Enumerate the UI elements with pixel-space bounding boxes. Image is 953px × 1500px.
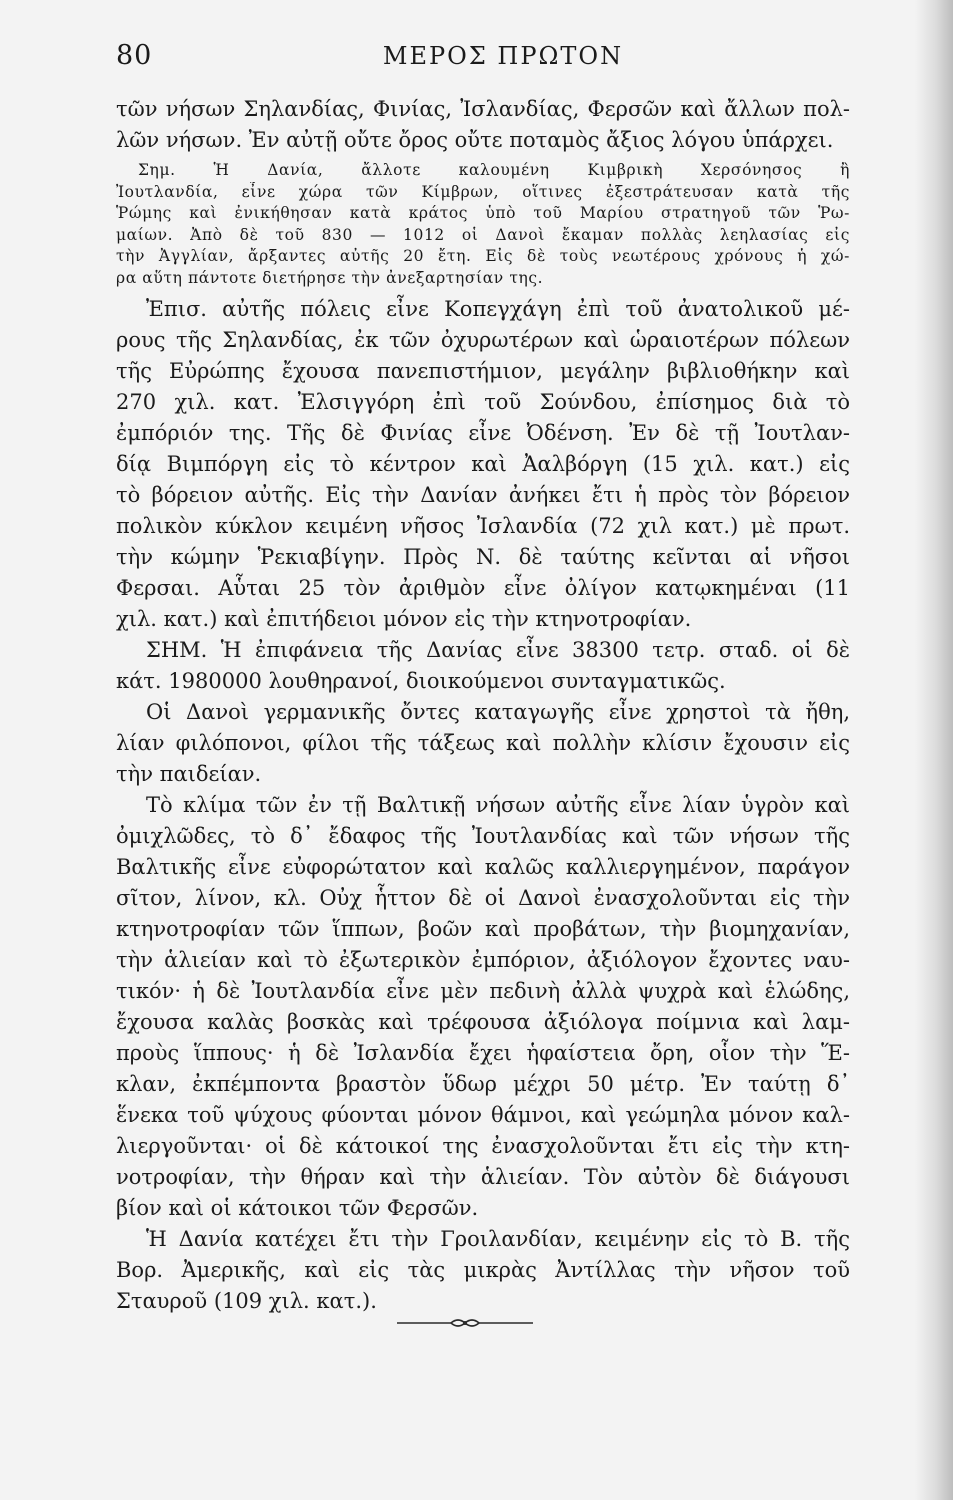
note-line: μαίων. Ἀπὸ δὲ τοῦ 830 — 1012 οἱ Δανοὶ ἔκαμαν πολλὰς λεηλασίας εἰς [116, 225, 850, 244]
text-line: ἔχουσα καλὰς βοσκὰς καὶ τρέφουσα ἀξιόλογα ποίμνια καὶ λαμ- [116, 1009, 850, 1034]
text-line: Βορ. Ἀμερικῆς, καὶ εἰς τὰς μικρὰς Ἀντίλλας τὴν νῆσον τοῦ [116, 1257, 850, 1282]
footnote-block [116, 160, 850, 290]
text-line: ἕνεκα τοῦ ψύχους φύονται μόνον θάμνοι, καὶ γεώμηλα μόνον καλ- [116, 1102, 850, 1127]
text-line: Ἐπισ. αὐτῆς πόλεις εἶνε Κοπεγχάγη ἐπὶ τοῦ ἀνατολικοῦ μέ- [146, 296, 850, 321]
note-line: Ἰουτλανδία, εἶνε χώρα τῶν Κίμβρων, οἵτινες ἐξεστράτευσαν κατὰ τῆς [116, 182, 850, 201]
text-line: βίον καὶ οἱ κάτοικοι τῶν Φερσῶν. [116, 1195, 479, 1220]
text-line: κλαν, ἐκπέμποντα βραστὸν ὕδωρ μέχρι 50 μέτρ. Ἐν ταύτῃ δ᾽ [116, 1071, 850, 1096]
paragraph-colonies [116, 1224, 850, 1317]
text-line: Οἱ Δανοὶ γερμανικῆς ὄντες καταγωγῆς εἶνε χρηστοὶ τὰ ἤθη, [146, 699, 850, 724]
text-line: χιλ. κατ.) καὶ ἐπιτήδειοι μόνον εἰς τὴν κτηνοτροφίαν. [116, 606, 692, 631]
note-line: Ῥώμης καὶ ἐνικήθησαν κατὰ κράτος ὑπὸ τοῦ Μαρίου στρατηγοῦ τῶν Ῥω- [116, 204, 850, 223]
text-line: τικόν· ἡ δὲ Ἰουτλανδία εἶνε μὲν πεδινὴ ἀλλὰ ψυχρὰ καὶ ἑλώδης, [116, 978, 850, 1003]
paragraph-area-note [116, 635, 850, 697]
text-line: νοτροφίαν, τὴν θήραν καὶ τὴν ἁλιείαν. Τὸν αὐτὸν δὲ διάγουσι [116, 1164, 850, 1189]
page-text [116, 94, 850, 1317]
text-line: Βαλτικῆς εἶνε εὐφορώτατον καὶ καλῶς καλλιεργημένον, παράγον [116, 854, 850, 879]
text-line: Φερσαι. Αὗται 25 τὸν ἀριθμὸν εἶνε ὀλίγον κατῳκημέναι (11 [116, 575, 850, 600]
note-line: ρα αὕτη πάντοτε διετήρησε τὴν ἀνεξαρτησίαν της. [116, 268, 544, 287]
page-number: 80 [116, 40, 153, 71]
text-line: λίαν φιλόπονοι, φίλοι τῆς τάξεως καὶ πολλὴν κλίσιν ἔχουσιν εἰς [116, 730, 850, 755]
text-line: ἐμπόριόν της. Τῆς δὲ Φινίας εἶνε Ὀδένση. Ἐν δὲ τῇ Ἰουτλαν- [116, 420, 850, 445]
text-line: ΣΗΜ. Ἡ ἐπιφάνεια τῆς Δανίας εἶνε 38300 τετρ. σταδ. οἱ δὲ [146, 637, 850, 662]
text-line: κάτ. 1980000 λουθηρανοί, διοικούμενοι συνταγματικῶς. [116, 668, 726, 693]
paragraph-climate [116, 790, 850, 1224]
text-line: τὴν παιδείαν. [116, 761, 262, 786]
text-line: 270 χιλ. κατ. Ἐλσιγγόρη ἐπὶ τοῦ Σούνδου, ἐπίσημος διὰ τὸ [116, 389, 850, 414]
text-line: τὴν κώμην Ῥεκιαβίγην. Πρὸς Ν. δὲ ταύτης κεῖνται αἱ νῆσοι [116, 544, 850, 569]
text-line: Ἡ Δανία κατέχει ἔτι τὴν Γροιλανδίαν, κειμένην εἰς τὸ Β. τῆς [146, 1226, 850, 1251]
text-line: Τὸ κλίμα τῶν ἐν τῇ Βαλτικῇ νήσων αὐτῆς εἶνε λίαν ὑγρὸν καὶ [146, 792, 850, 817]
text-line: τῶν νήσων Σηλανδίας, Φινίας, Ἰσλανδίας, Φερσῶν καὶ ἄλλων πολ- [116, 97, 850, 121]
text-line: τῆς Εὐρώπης ἔχουσα πανεπιστήμιον, μεγάλην βιβλιοθήκην καὶ [116, 358, 850, 383]
text-line: λιεργοῦνται· οἱ δὲ κάτοικοί της ἐνασχολοῦνται ἔτι εἰς τὴν κτη- [116, 1133, 850, 1158]
text-line: Σταυροῦ (109 χιλ. κατ.). [116, 1288, 377, 1313]
text-line: δίᾳ Βιμπόργη εἰς τὸ κέντρον καὶ Ἀαλβόργη (15 χιλ. κατ.) εἰς [116, 451, 850, 476]
page-edge-shadow [915, 0, 953, 1500]
ornament-rule-icon [395, 1316, 535, 1330]
text-line: σῖτον, λίνον, κλ. Οὐχ ἧττον δὲ οἱ Δανοὶ ἐνασχολοῦνται εἰς τὴν [116, 885, 850, 910]
note-line: Σημ. Ἡ Δανία, ἄλλοτε καλουμένη Κιμβρικὴ Χερσόνησος ἢ [138, 161, 850, 179]
text-line: τὸ βόρειον αὐτῆς. Εἰς τὴν Δανίαν ἀνήκει ἔτι ἡ πρὸς τὸν βόρειον [116, 482, 850, 507]
text-line: τὴν ἁλιείαν καὶ τὸ ἐξωτερικὸν ἐμπόριον, ἀξιόλογον ἔχοντες ναυ- [116, 947, 850, 972]
opening-lines [116, 94, 850, 156]
text-line: λῶν νήσων. Ἐν αὐτῇ οὔτε ὄρος οὔτε ποταμὸς ἄξιος λόγου ὑπάρχει. [116, 128, 834, 152]
running-title: ΜΕΡΟΣ ΠΡΩΤΟΝ [382, 42, 624, 70]
paragraph-people [116, 697, 850, 790]
text-line: ρους τῆς Σηλανδίας, ἐκ τῶν ὀχυρωτέρων καὶ ὡραιοτέρων πόλεων [116, 327, 850, 352]
page-header [116, 40, 850, 80]
text-line: πολικὸν κύκλον κειμένη νῆσος Ἰσλανδία (72 χιλ κατ.) μὲ πρωτ. [116, 513, 850, 538]
text-line: προὺς ἵππους· ἡ δὲ Ἰσλανδία ἔχει ἡφαίστεια ὄρη, οἷον τὴν Ἕ- [116, 1040, 850, 1065]
text-line: κτηνοτροφίαν τῶν ἵππων, βοῶν καὶ προβάτων, τὴν βιομηχανίαν, [116, 916, 850, 941]
note-line: τὴν Ἀγγλίαν, ἄρξαντες αὐτῆς 20 ἔτη. Εἰς δὲ τοὺς νεωτέρους χρόνους ἡ χώ- [116, 247, 850, 266]
paragraph-cities [116, 294, 850, 635]
text-line: ὀμιχλῶδες, τὸ δ᾽ ἔδαφος τῆς Ἰουτλανδίας καὶ τῶν νήσων τῆς [116, 823, 850, 848]
